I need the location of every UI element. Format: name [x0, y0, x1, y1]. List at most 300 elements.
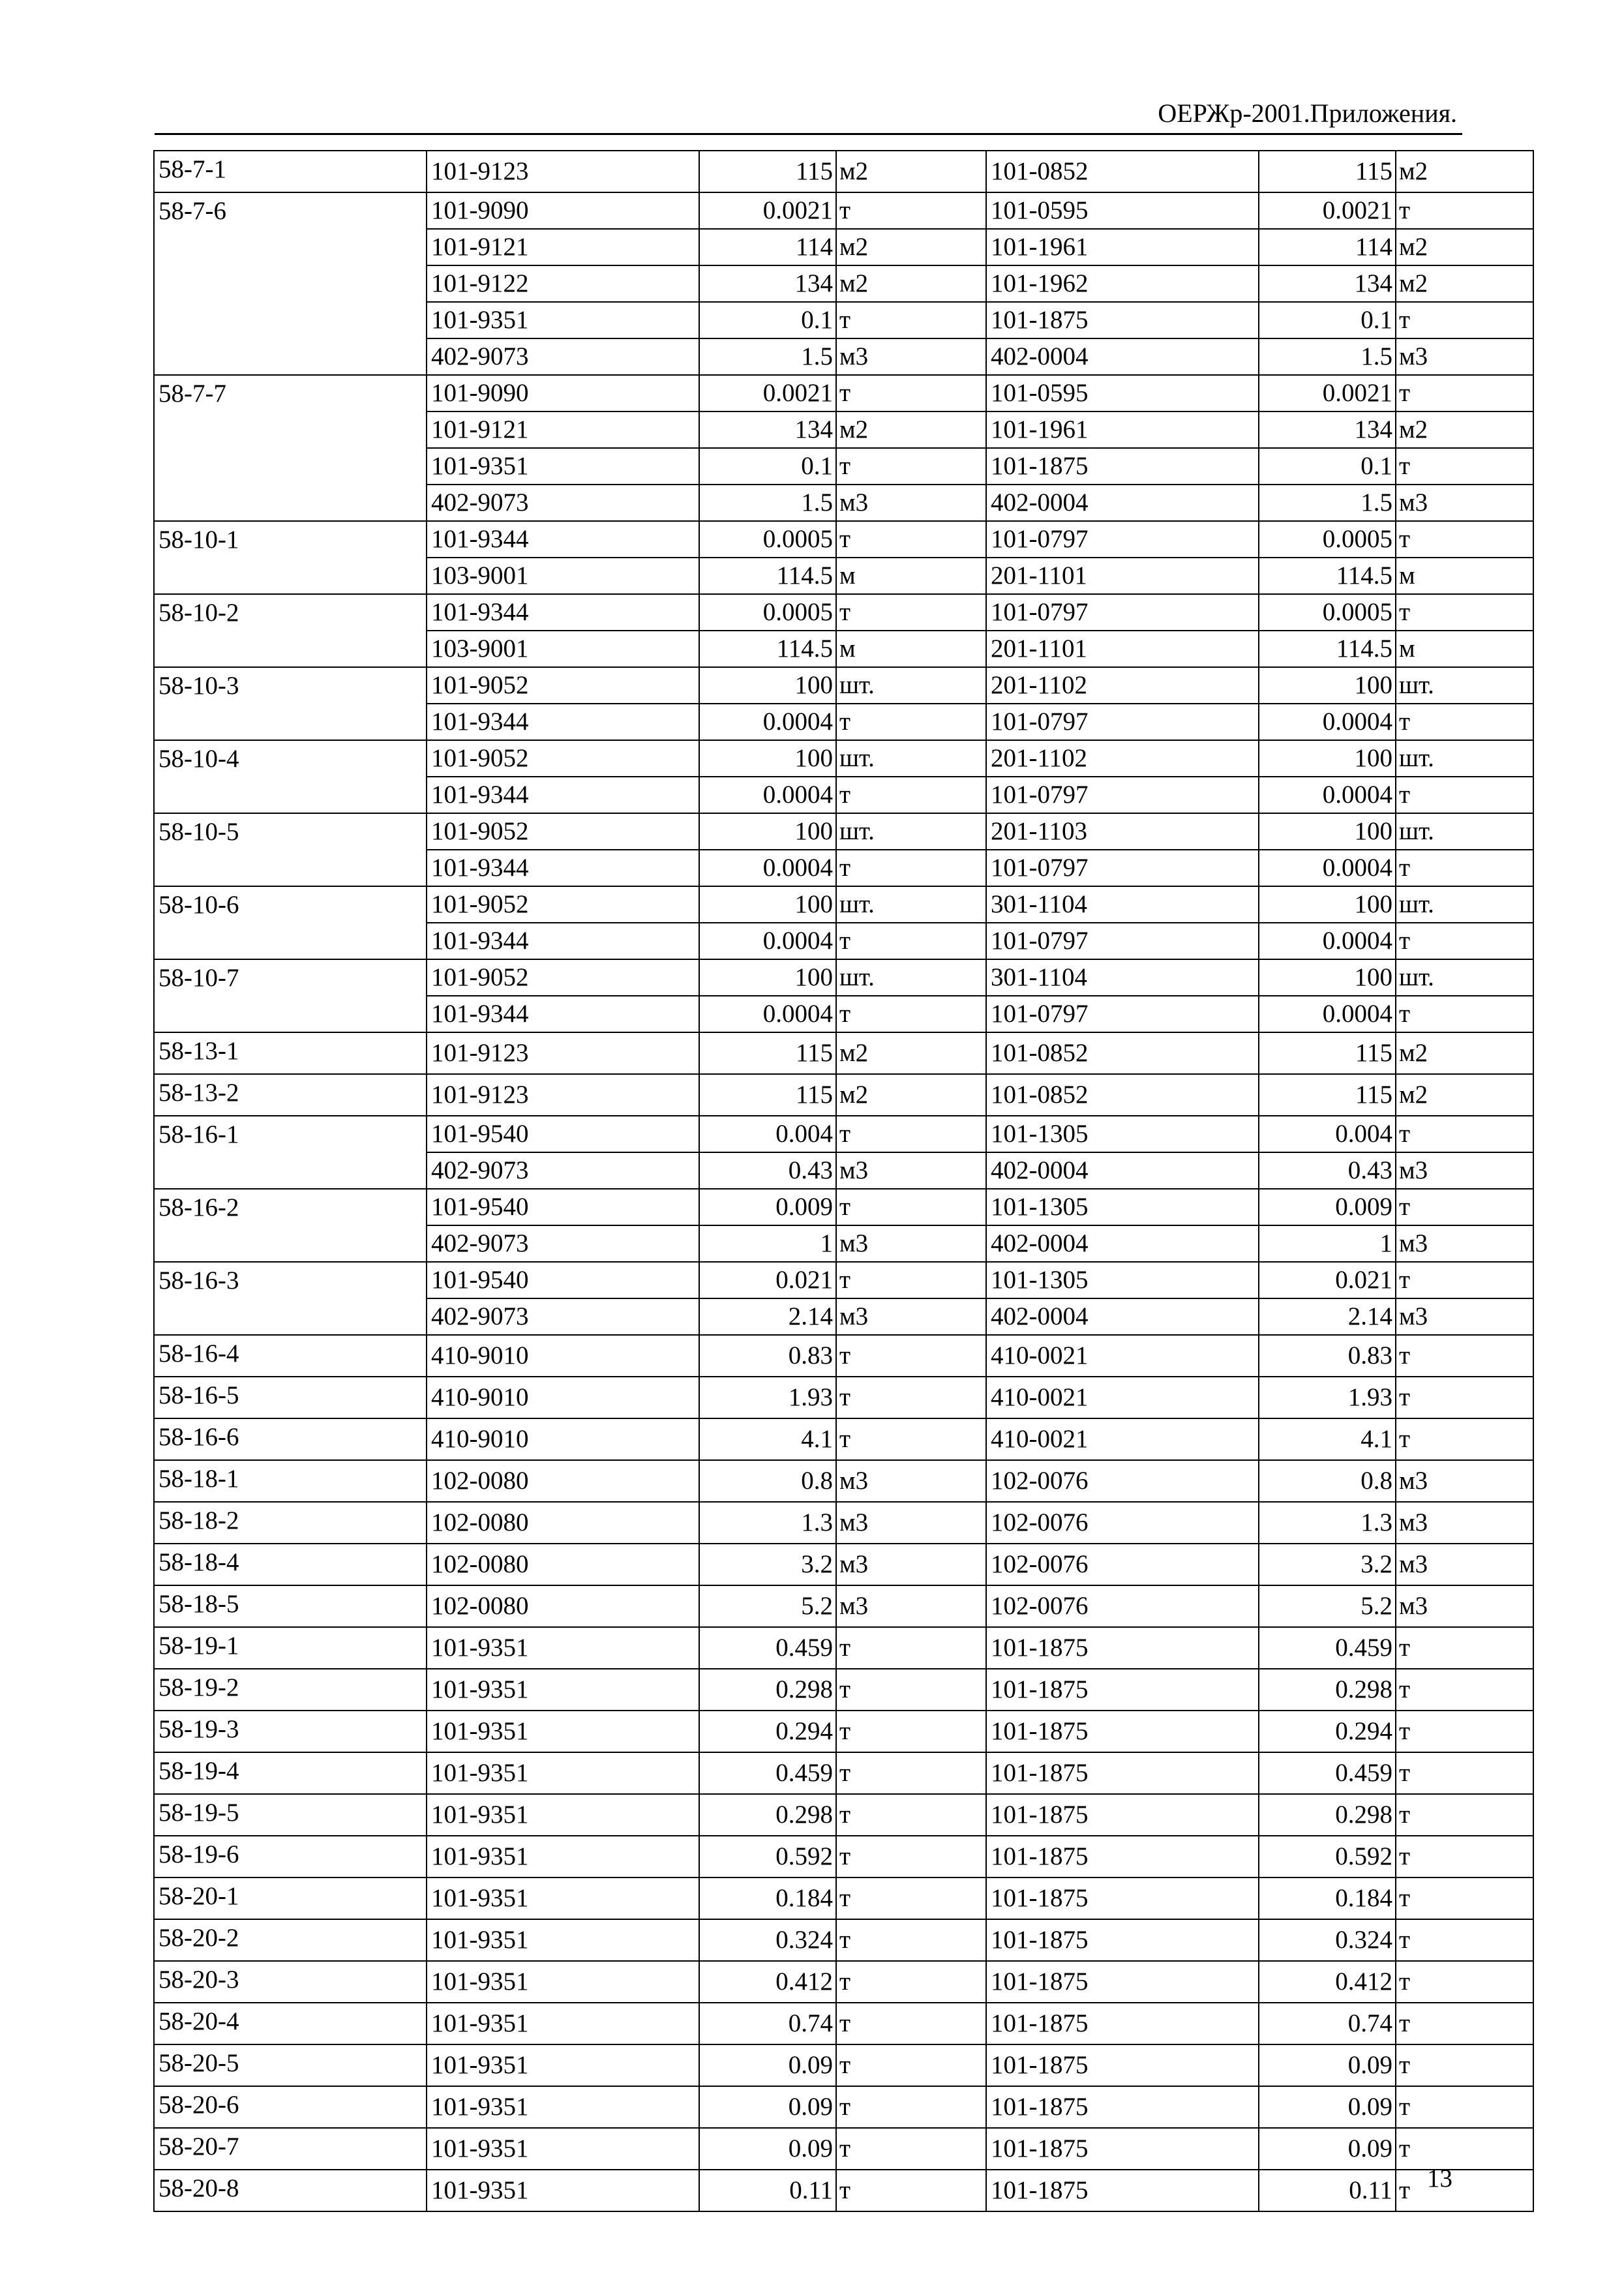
table-row	[154, 1961, 1533, 2003]
old-resource-code-cell: 101-9351	[427, 1669, 699, 1711]
old-resource-code-cell: 101-9344	[427, 704, 699, 740]
new-quantity-cell: 1.3	[1259, 1502, 1396, 1544]
old-quantity-cell: 0.43	[699, 1152, 836, 1189]
old-resource-code-cell: 101-9052	[427, 667, 699, 704]
norm-code-cell: 58-7-7	[154, 375, 427, 521]
new-resource-code-cell: 201-1101	[986, 631, 1259, 667]
new-quantity-cell: 0.0005	[1259, 521, 1396, 558]
old-quantity-cell: 0.0005	[699, 594, 836, 631]
old-resource-code-cell: 101-9052	[427, 886, 699, 923]
old-quantity-cell: 1	[699, 1225, 836, 1262]
norm-code-cell: 58-13-2	[154, 1074, 427, 1116]
new-quantity-cell: 4.1	[1259, 1418, 1396, 1460]
old-quantity-cell: 100	[699, 813, 836, 850]
new-resource-code-cell: 101-1875	[986, 2044, 1259, 2086]
old-unit-cell: т	[836, 1711, 986, 1752]
new-resource-code-cell: 101-1305	[986, 1116, 1259, 1152]
new-quantity-cell: 134	[1259, 265, 1396, 302]
old-resource-code-cell: 101-9351	[427, 1919, 699, 1961]
old-unit-cell: т	[836, 594, 986, 631]
table-row	[154, 1585, 1533, 1627]
norm-code-cell: 58-20-3	[154, 1961, 427, 2003]
new-quantity-cell: 0.0005	[1259, 594, 1396, 631]
old-quantity-cell: 0.0004	[699, 923, 836, 959]
old-quantity-cell: 115	[699, 1032, 836, 1074]
old-unit-cell: т	[836, 1116, 986, 1152]
norm-code-cell: 58-18-2	[154, 1502, 427, 1544]
table-row	[154, 1502, 1533, 1544]
new-unit-cell: т	[1396, 1335, 1533, 1377]
old-quantity-cell: 0.09	[699, 2044, 836, 2086]
old-resource-code-cell: 102-0080	[427, 1585, 699, 1627]
old-quantity-cell: 2.14	[699, 1298, 836, 1335]
old-unit-cell: т	[836, 704, 986, 740]
new-resource-code-cell: 201-1102	[986, 667, 1259, 704]
new-resource-code-cell: 402-0004	[986, 485, 1259, 521]
norm-code-cell: 58-10-6	[154, 886, 427, 959]
new-unit-cell: т	[1396, 1116, 1533, 1152]
old-quantity-cell: 3.2	[699, 1544, 836, 1585]
new-quantity-cell: 0.09	[1259, 2044, 1396, 2086]
new-resource-code-cell: 101-0797	[986, 594, 1259, 631]
norm-code-cell: 58-19-3	[154, 1711, 427, 1752]
new-unit-cell: т	[1396, 594, 1533, 631]
old-quantity-cell: 114.5	[699, 558, 836, 594]
new-resource-code-cell: 101-1875	[986, 1961, 1259, 2003]
old-unit-cell: т	[836, 1418, 986, 1460]
new-quantity-cell: 0.74	[1259, 2003, 1396, 2044]
new-unit-cell: м	[1396, 558, 1533, 594]
norm-code-cell: 58-20-2	[154, 1919, 427, 1961]
norm-code-cell: 58-10-7	[154, 959, 427, 1032]
old-resource-code-cell: 101-9540	[427, 1262, 699, 1298]
norm-code-cell: 58-16-2	[154, 1189, 427, 1262]
new-unit-cell: т	[1396, 1878, 1533, 1919]
old-resource-code-cell: 101-9052	[427, 813, 699, 850]
new-quantity-cell: 0.298	[1259, 1794, 1396, 1836]
new-quantity-cell: 0.43	[1259, 1152, 1396, 1189]
old-quantity-cell: 114	[699, 229, 836, 265]
old-resource-code-cell: 101-9121	[427, 411, 699, 448]
table-row	[154, 1711, 1533, 1752]
old-resource-code-cell: 101-9351	[427, 302, 699, 338]
new-resource-code-cell: 101-1961	[986, 411, 1259, 448]
new-unit-cell: м3	[1396, 1298, 1533, 1335]
table-row	[154, 1627, 1533, 1669]
norm-code-cell: 58-10-1	[154, 521, 427, 594]
new-resource-code-cell: 102-0076	[986, 1460, 1259, 1502]
new-resource-code-cell: 101-0797	[986, 521, 1259, 558]
new-unit-cell: м2	[1396, 265, 1533, 302]
document-header-title: ОЕРЖр-2001.Приложения.	[1158, 98, 1457, 128]
old-resource-code-cell: 101-9351	[427, 1836, 699, 1878]
old-quantity-cell: 100	[699, 740, 836, 777]
table-row	[154, 2128, 1533, 2170]
new-quantity-cell: 0.8	[1259, 1460, 1396, 1502]
old-resource-code-cell: 402-9073	[427, 1152, 699, 1189]
old-unit-cell: т	[836, 1794, 986, 1836]
new-unit-cell: м3	[1396, 1225, 1533, 1262]
new-resource-code-cell: 101-1875	[986, 1794, 1259, 1836]
norm-code-cell: 58-7-1	[154, 151, 427, 192]
new-unit-cell: шт.	[1396, 740, 1533, 777]
new-unit-cell: т	[1396, 1189, 1533, 1225]
old-quantity-cell: 0.09	[699, 2086, 836, 2128]
table-row	[154, 1418, 1533, 1460]
table-row	[154, 1460, 1533, 1502]
table-row	[154, 667, 1533, 704]
new-quantity-cell: 0.0004	[1259, 777, 1396, 813]
norm-code-cell: 58-13-1	[154, 1032, 427, 1074]
new-quantity-cell: 0.09	[1259, 2128, 1396, 2170]
table-row	[154, 813, 1533, 850]
old-unit-cell: м3	[836, 1502, 986, 1544]
old-quantity-cell: 0.021	[699, 1262, 836, 1298]
table-row	[154, 2086, 1533, 2128]
new-resource-code-cell: 301-1104	[986, 886, 1259, 923]
old-unit-cell: т	[836, 1189, 986, 1225]
old-quantity-cell: 115	[699, 151, 836, 192]
new-resource-code-cell: 101-0797	[986, 850, 1259, 886]
new-unit-cell: т	[1396, 1669, 1533, 1711]
new-resource-code-cell: 102-0076	[986, 1544, 1259, 1585]
new-unit-cell: т	[1396, 1262, 1533, 1298]
new-resource-code-cell: 101-1875	[986, 1669, 1259, 1711]
table-row	[154, 594, 1533, 631]
old-quantity-cell: 0.0004	[699, 777, 836, 813]
new-quantity-cell: 114	[1259, 229, 1396, 265]
table-row	[154, 1116, 1533, 1152]
new-quantity-cell: 0.324	[1259, 1919, 1396, 1961]
old-quantity-cell: 0.11	[699, 2170, 836, 2211]
norm-code-cell: 58-16-5	[154, 1377, 427, 1418]
table-row	[154, 886, 1533, 923]
new-resource-code-cell: 102-0076	[986, 1585, 1259, 1627]
old-unit-cell: т	[836, 923, 986, 959]
old-unit-cell: т	[836, 1961, 986, 2003]
new-resource-code-cell: 101-1961	[986, 229, 1259, 265]
old-resource-code-cell: 101-9122	[427, 265, 699, 302]
old-quantity-cell: 1.93	[699, 1377, 836, 1418]
new-resource-code-cell: 101-0852	[986, 1074, 1259, 1116]
old-quantity-cell: 0.324	[699, 1919, 836, 1961]
new-resource-code-cell: 201-1102	[986, 740, 1259, 777]
old-unit-cell: т	[836, 1262, 986, 1298]
old-unit-cell: т	[836, 448, 986, 485]
old-resource-code-cell: 101-9540	[427, 1189, 699, 1225]
old-quantity-cell: 0.009	[699, 1189, 836, 1225]
old-quantity-cell: 100	[699, 959, 836, 996]
norm-code-cell: 58-20-5	[154, 2044, 427, 2086]
new-unit-cell: шт.	[1396, 959, 1533, 996]
old-unit-cell: м	[836, 558, 986, 594]
new-unit-cell: т	[1396, 2170, 1533, 2211]
old-resource-code-cell: 101-9344	[427, 521, 699, 558]
new-unit-cell: т	[1396, 1418, 1533, 1460]
table-row	[154, 1189, 1533, 1225]
old-resource-code-cell: 410-9010	[427, 1335, 699, 1377]
old-resource-code-cell: 402-9073	[427, 1225, 699, 1262]
old-resource-code-cell: 102-0080	[427, 1502, 699, 1544]
table-row	[154, 1032, 1533, 1074]
new-quantity-cell: 5.2	[1259, 1585, 1396, 1627]
new-unit-cell: т	[1396, 1836, 1533, 1878]
old-unit-cell: м3	[836, 1152, 986, 1189]
table-body	[154, 151, 1533, 2211]
old-quantity-cell: 0.294	[699, 1711, 836, 1752]
old-unit-cell: м2	[836, 411, 986, 448]
old-resource-code-cell: 101-9090	[427, 375, 699, 411]
old-quantity-cell: 0.459	[699, 1752, 836, 1794]
new-quantity-cell: 0.0004	[1259, 923, 1396, 959]
table-row	[154, 740, 1533, 777]
norm-code-cell: 58-10-4	[154, 740, 427, 813]
old-quantity-cell: 0.1	[699, 448, 836, 485]
old-resource-code-cell: 101-9351	[427, 1627, 699, 1669]
new-quantity-cell: 2.14	[1259, 1298, 1396, 1335]
old-resource-code-cell: 402-9073	[427, 338, 699, 375]
old-resource-code-cell: 102-0080	[427, 1544, 699, 1585]
new-resource-code-cell: 402-0004	[986, 1225, 1259, 1262]
norm-code-cell: 58-18-5	[154, 1585, 427, 1627]
new-resource-code-cell: 101-1875	[986, 2003, 1259, 2044]
old-unit-cell: т	[836, 996, 986, 1032]
old-resource-code-cell: 101-9344	[427, 777, 699, 813]
old-quantity-cell: 0.592	[699, 1836, 836, 1878]
table-row	[154, 2044, 1533, 2086]
old-quantity-cell: 0.1	[699, 302, 836, 338]
new-unit-cell: м	[1396, 631, 1533, 667]
norm-code-cell: 58-16-6	[154, 1418, 427, 1460]
table-row	[154, 1669, 1533, 1711]
new-unit-cell: т	[1396, 850, 1533, 886]
new-quantity-cell: 0.09	[1259, 2086, 1396, 2128]
new-resource-code-cell: 101-0852	[986, 151, 1259, 192]
norm-code-cell: 58-20-7	[154, 2128, 427, 2170]
new-quantity-cell: 100	[1259, 959, 1396, 996]
old-quantity-cell: 0.0004	[699, 704, 836, 740]
new-quantity-cell: 100	[1259, 813, 1396, 850]
old-resource-code-cell: 101-9351	[427, 2086, 699, 2128]
old-unit-cell: т	[836, 2086, 986, 2128]
old-quantity-cell: 0.0005	[699, 521, 836, 558]
old-unit-cell: т	[836, 521, 986, 558]
norm-code-cell: 58-20-1	[154, 1878, 427, 1919]
new-unit-cell: м2	[1396, 151, 1533, 192]
old-unit-cell: т	[836, 2170, 986, 2211]
new-quantity-cell: 0.592	[1259, 1836, 1396, 1878]
resource-mapping-table	[153, 150, 1534, 2212]
old-unit-cell: м2	[836, 1074, 986, 1116]
new-unit-cell: т	[1396, 2086, 1533, 2128]
new-quantity-cell: 114.5	[1259, 631, 1396, 667]
norm-code-cell: 58-16-1	[154, 1116, 427, 1189]
header-rule	[155, 133, 1462, 135]
new-unit-cell: т	[1396, 1919, 1533, 1961]
table-row	[154, 1878, 1533, 1919]
norm-code-cell: 58-20-6	[154, 2086, 427, 2128]
old-quantity-cell: 115	[699, 1074, 836, 1116]
new-unit-cell: м2	[1396, 1032, 1533, 1074]
old-quantity-cell: 0.004	[699, 1116, 836, 1152]
norm-code-cell: 58-16-4	[154, 1335, 427, 1377]
new-quantity-cell: 0.184	[1259, 1878, 1396, 1919]
norm-code-cell: 58-20-8	[154, 2170, 427, 2211]
old-resource-code-cell: 101-9351	[427, 1794, 699, 1836]
table-row	[154, 1377, 1533, 1418]
new-quantity-cell: 1.5	[1259, 485, 1396, 521]
old-quantity-cell: 0.09	[699, 2128, 836, 2170]
old-unit-cell: м2	[836, 265, 986, 302]
new-resource-code-cell: 101-1875	[986, 1752, 1259, 1794]
old-resource-code-cell: 101-9344	[427, 923, 699, 959]
new-quantity-cell: 0.009	[1259, 1189, 1396, 1225]
new-quantity-cell: 115	[1259, 1032, 1396, 1074]
old-quantity-cell: 134	[699, 265, 836, 302]
new-resource-code-cell: 101-0797	[986, 996, 1259, 1032]
table-row	[154, 375, 1533, 411]
old-quantity-cell: 0.459	[699, 1627, 836, 1669]
new-unit-cell: м2	[1396, 229, 1533, 265]
new-quantity-cell: 115	[1259, 1074, 1396, 1116]
norm-code-cell: 58-10-3	[154, 667, 427, 740]
new-resource-code-cell: 201-1101	[986, 558, 1259, 594]
old-unit-cell: м3	[836, 1225, 986, 1262]
old-unit-cell: т	[836, 1752, 986, 1794]
old-resource-code-cell: 101-9351	[427, 1711, 699, 1752]
old-resource-code-cell: 101-9344	[427, 850, 699, 886]
new-unit-cell: т	[1396, 923, 1533, 959]
old-unit-cell: т	[836, 192, 986, 229]
old-unit-cell: т	[836, 1878, 986, 1919]
new-quantity-cell: 0.83	[1259, 1335, 1396, 1377]
new-unit-cell: т	[1396, 2003, 1533, 2044]
old-resource-code-cell: 101-9351	[427, 2044, 699, 2086]
new-quantity-cell: 0.1	[1259, 302, 1396, 338]
old-quantity-cell: 100	[699, 667, 836, 704]
old-unit-cell: м3	[836, 1585, 986, 1627]
old-resource-code-cell: 102-0080	[427, 1460, 699, 1502]
norm-code-cell: 58-19-5	[154, 1794, 427, 1836]
new-quantity-cell: 0.459	[1259, 1752, 1396, 1794]
new-resource-code-cell: 402-0004	[986, 1152, 1259, 1189]
old-quantity-cell: 0.0004	[699, 850, 836, 886]
new-resource-code-cell: 101-0852	[986, 1032, 1259, 1074]
table-row	[154, 192, 1533, 229]
old-resource-code-cell: 101-9540	[427, 1116, 699, 1152]
old-quantity-cell: 0.0004	[699, 996, 836, 1032]
new-resource-code-cell: 101-1305	[986, 1189, 1259, 1225]
new-quantity-cell: 1	[1259, 1225, 1396, 1262]
old-unit-cell: м3	[836, 1544, 986, 1585]
new-unit-cell: т	[1396, 1627, 1533, 1669]
old-unit-cell: шт.	[836, 886, 986, 923]
old-quantity-cell: 1.5	[699, 338, 836, 375]
new-unit-cell: м3	[1396, 485, 1533, 521]
new-resource-code-cell: 410-0021	[986, 1377, 1259, 1418]
old-resource-code-cell: 101-9351	[427, 2128, 699, 2170]
new-unit-cell: т	[1396, 777, 1533, 813]
new-quantity-cell: 0.294	[1259, 1711, 1396, 1752]
table-row	[154, 959, 1533, 996]
new-resource-code-cell: 402-0004	[986, 1298, 1259, 1335]
table-row	[154, 2003, 1533, 2044]
new-unit-cell: т	[1396, 1794, 1533, 1836]
old-quantity-cell: 0.74	[699, 2003, 836, 2044]
norm-code-cell: 58-18-1	[154, 1460, 427, 1502]
table-row	[154, 1836, 1533, 1878]
norm-code-cell: 58-7-6	[154, 192, 427, 375]
old-resource-code-cell: 101-9121	[427, 229, 699, 265]
old-quantity-cell: 0.0021	[699, 375, 836, 411]
new-resource-code-cell: 101-1962	[986, 265, 1259, 302]
new-resource-code-cell: 102-0076	[986, 1502, 1259, 1544]
new-resource-code-cell: 101-0797	[986, 704, 1259, 740]
old-unit-cell: м2	[836, 229, 986, 265]
new-unit-cell: м3	[1396, 1544, 1533, 1585]
old-unit-cell: т	[836, 375, 986, 411]
old-quantity-cell: 134	[699, 411, 836, 448]
new-quantity-cell: 1.5	[1259, 338, 1396, 375]
old-resource-code-cell: 101-9344	[427, 996, 699, 1032]
new-resource-code-cell: 410-0021	[986, 1418, 1259, 1460]
old-resource-code-cell: 402-9073	[427, 485, 699, 521]
new-quantity-cell: 0.11	[1259, 2170, 1396, 2211]
new-unit-cell: м3	[1396, 1460, 1533, 1502]
new-unit-cell: м3	[1396, 1585, 1533, 1627]
norm-code-cell: 58-18-4	[154, 1544, 427, 1585]
new-unit-cell: т	[1396, 704, 1533, 740]
old-resource-code-cell: 101-9123	[427, 151, 699, 192]
old-unit-cell: т	[836, 2044, 986, 2086]
old-unit-cell: шт.	[836, 667, 986, 704]
new-unit-cell: т	[1396, 1711, 1533, 1752]
old-resource-code-cell: 101-9351	[427, 448, 699, 485]
old-unit-cell: т	[836, 1919, 986, 1961]
new-quantity-cell: 0.0004	[1259, 850, 1396, 886]
new-unit-cell: шт.	[1396, 667, 1533, 704]
old-resource-code-cell: 101-9351	[427, 1961, 699, 2003]
old-resource-code-cell: 410-9010	[427, 1377, 699, 1418]
new-resource-code-cell: 101-1875	[986, 1919, 1259, 1961]
new-quantity-cell: 0.459	[1259, 1627, 1396, 1669]
new-resource-code-cell: 201-1103	[986, 813, 1259, 850]
new-resource-code-cell: 101-1875	[986, 302, 1259, 338]
old-unit-cell: м2	[836, 151, 986, 192]
new-resource-code-cell: 101-0797	[986, 777, 1259, 813]
norm-code-cell: 58-10-5	[154, 813, 427, 886]
new-quantity-cell: 0.298	[1259, 1669, 1396, 1711]
new-quantity-cell: 134	[1259, 411, 1396, 448]
new-unit-cell: т	[1396, 2044, 1533, 2086]
new-unit-cell: т	[1396, 1377, 1533, 1418]
old-unit-cell: т	[836, 2128, 986, 2170]
new-unit-cell: т	[1396, 996, 1533, 1032]
old-quantity-cell: 0.0021	[699, 192, 836, 229]
new-unit-cell: т	[1396, 2128, 1533, 2170]
old-unit-cell: т	[836, 1335, 986, 1377]
new-resource-code-cell: 101-1875	[986, 448, 1259, 485]
table-row	[154, 1752, 1533, 1794]
table-row	[154, 1074, 1533, 1116]
new-unit-cell: т	[1396, 192, 1533, 229]
new-resource-code-cell: 101-1305	[986, 1262, 1259, 1298]
new-quantity-cell: 0.0021	[1259, 375, 1396, 411]
new-unit-cell: т	[1396, 521, 1533, 558]
old-resource-code-cell: 103-9001	[427, 631, 699, 667]
norm-code-cell: 58-19-2	[154, 1669, 427, 1711]
new-quantity-cell: 100	[1259, 740, 1396, 777]
